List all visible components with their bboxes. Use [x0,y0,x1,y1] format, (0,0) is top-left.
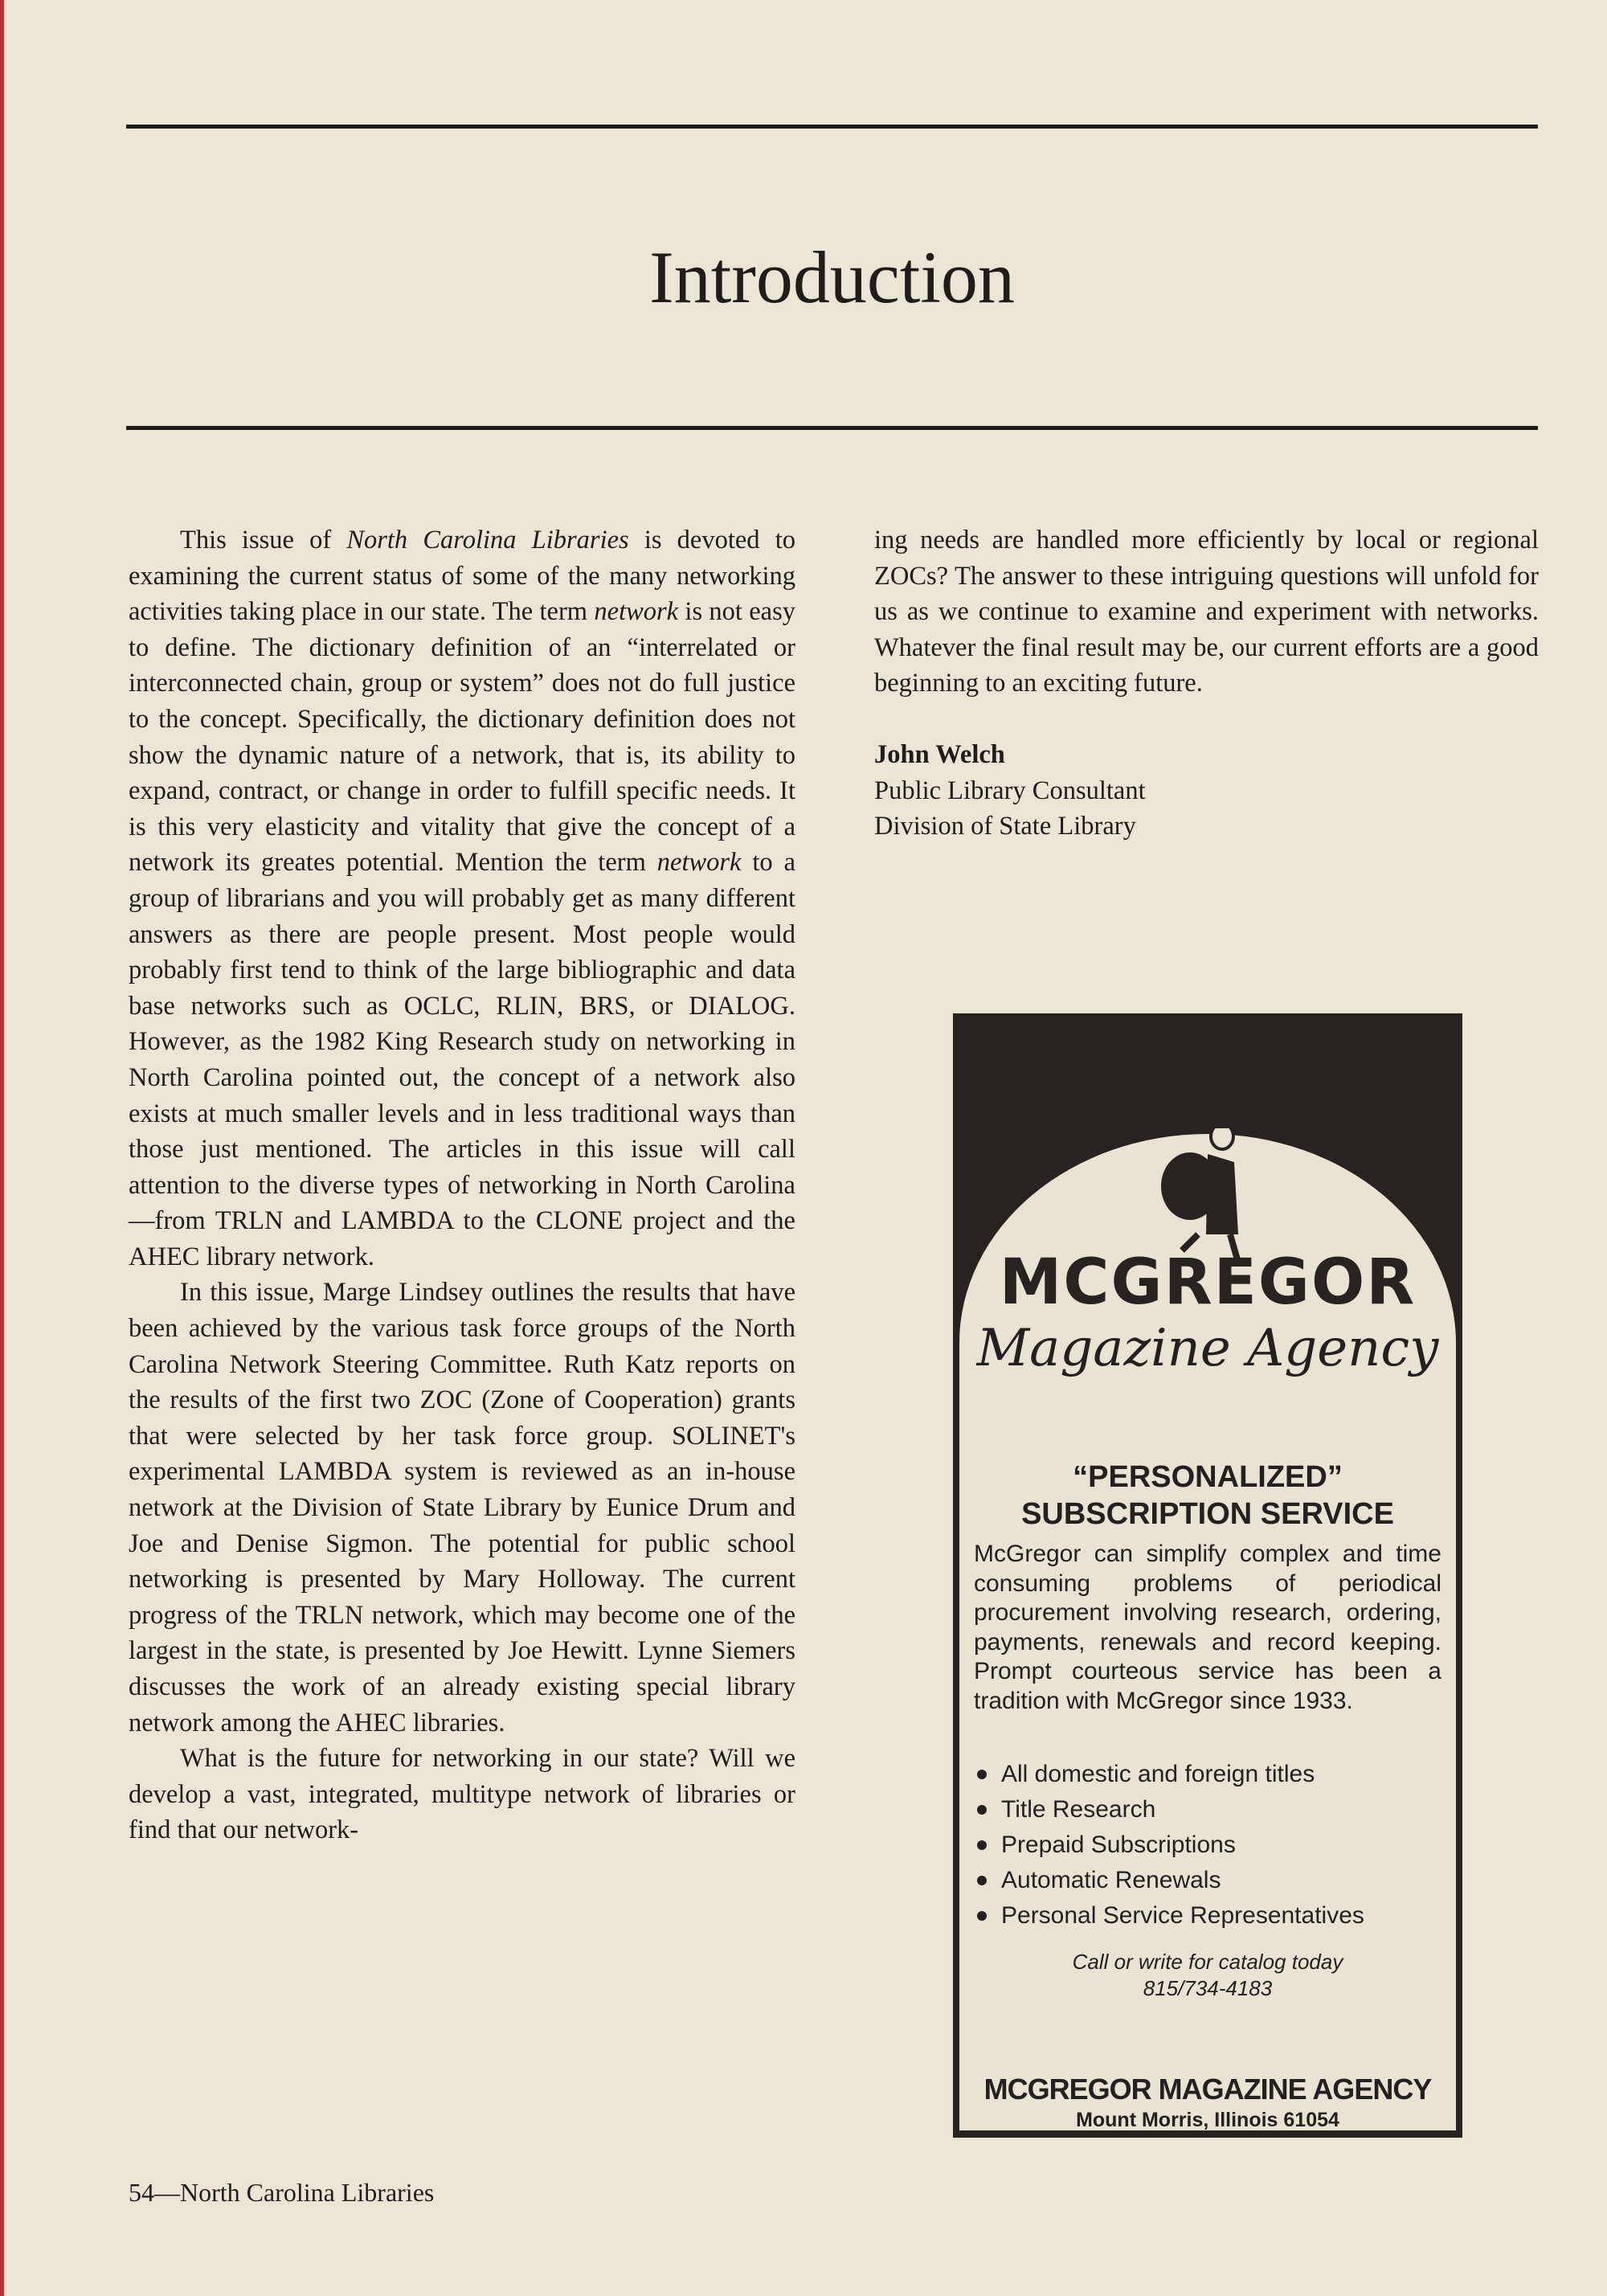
ad-phone: 815/734-4183 [1143,1976,1273,2000]
author-signature [874,737,1539,845]
author-org: Division of State Library [874,812,1136,841]
bullet-icon [977,1911,987,1921]
list-item-label: Prepaid Subscriptions [1001,1831,1236,1859]
list-item-label: Personal Service Representatives [1001,1902,1364,1930]
mcgregor-logo: MCGREGOR [999,1246,1417,1319]
text-run: is devoted to examining the current status of some of the many networking activities taking place in our state. The term [129,526,795,627]
ad-agency-name: MCGREGOR MAGAZINE AGENCY [983,2073,1432,2106]
article-paragraph-4: ing needs are handled more efficiently by local or regional ZOCs? The answer to these intriguing questions will unfold for us as we continue to examine and experiment with networks. Whatever the final result may be, our current efforts are a good beginning to an exciting future. [874,526,1539,698]
bullet-icon [977,1805,987,1815]
emphasis-network: network [656,848,742,878]
page-footer: 54—North Carolina Libraries [129,2178,435,2207]
bullet-icon [977,1876,987,1885]
top-rule [126,125,1538,129]
emphasis-network: network [594,597,679,627]
bullet-icon [977,1770,987,1779]
list-item [974,1757,1448,1792]
journal-title: North Carolina Libraries [346,526,629,555]
mcgregor-advertisement [953,1013,1462,2138]
author-title: Public Library Consultant [874,776,1146,805]
magazine-agency-script: Magazine Agency [976,1319,1439,1378]
ad-body-text: McGregor can simplify complex and time consuming problems of periodical procurement involving research, ordering, payments, renewals and record keeping. Prompt courteous service has been a tradition with McGregor since 1933. [974,1541,1441,1714]
ad-headline-personalized: “PERSONALIZED” [1073,1460,1343,1494]
article-paragraph-1 [129,522,795,1275]
list-item-label: Title Research [1001,1796,1156,1823]
courier-figure-icon [1158,1114,1254,1267]
ad-address: Mount Morris, Illinois 61054 [1076,2109,1339,2131]
title-bottom-rule [126,426,1538,430]
article-paragraph-3: What is the future for networking in our state? Will we develop a vast, integrated, multitype network of libraries or find that our network- [129,1744,795,1845]
text-run: This issue of [180,526,347,555]
page-edge [0,0,4,2296]
list-item [974,1827,1448,1863]
list-item [974,1792,1448,1827]
article-left-column [129,522,795,1848]
bullet-icon [977,1840,987,1850]
text-run: is not easy to define. The dictionary definition of an “interrelated or interconnected chain, group or system” does not do full justice to the concept. Specifically, the dictionary definition does not show the dynamic nature of a network, that is, its ability to expand, contract, or change in order to fulfill specific needs. It is this very elasticity and vitality that give the concept of a network its greates potential. Mention the term [129,597,795,878]
ad-call-to-action: Call or write for catalog today [1072,1950,1343,1974]
list-item-label: All domestic and foreign titles [1001,1761,1315,1788]
list-item [974,1898,1448,1934]
author-name: John Welch [874,739,1005,769]
ad-headline-subscription: SUBSCRIPTION SERVICE [1021,1497,1394,1531]
text-run: to a group of librarians and you will probably get as many different answers as there are people present. Most people would probably first tend to think of the large bibliographic and data base networks such as OCLC, RLIN, BRS, or DIALOG. However, as the 1982 King Research study on networking in North Carolina pointed out, the concept of a network also exists at much smaller levels and in less traditional ways than those just mentioned. The articles in this issue will call attention to the diverse types of networking in North Carolina—from TRLN and LAMBDA to the CLONE project and the AHEC library network. [129,848,795,1271]
article-paragraph-2: In this issue, Marge Lindsey outlines the results that have been achieved by the various task force groups of the North Carolina Network Steering Committee. Ruth Katz reports on the results of the first two ZOC (Zone of Cooperation) grants that were selected by her task force group. SOLINET's experimental LAMBDA system is reviewed as an in-house network at the Division of State Library by Eunice Drum and Joe and Denise Sigmon. The potential for public school networking is presented by Mary Holloway. The current progress of the TRLN network, which may become one of the largest in the state, is presented by Joe Hewitt. Lynne Siemers discusses the work of an already existing special library network among the AHEC libraries. [129,1278,795,1737]
list-item-label: Automatic Renewals [1001,1867,1221,1894]
list-item [974,1863,1448,1898]
ad-feature-list [974,1757,1448,1934]
article-right-column [874,522,1539,845]
page-title: Introduction [649,236,1015,318]
